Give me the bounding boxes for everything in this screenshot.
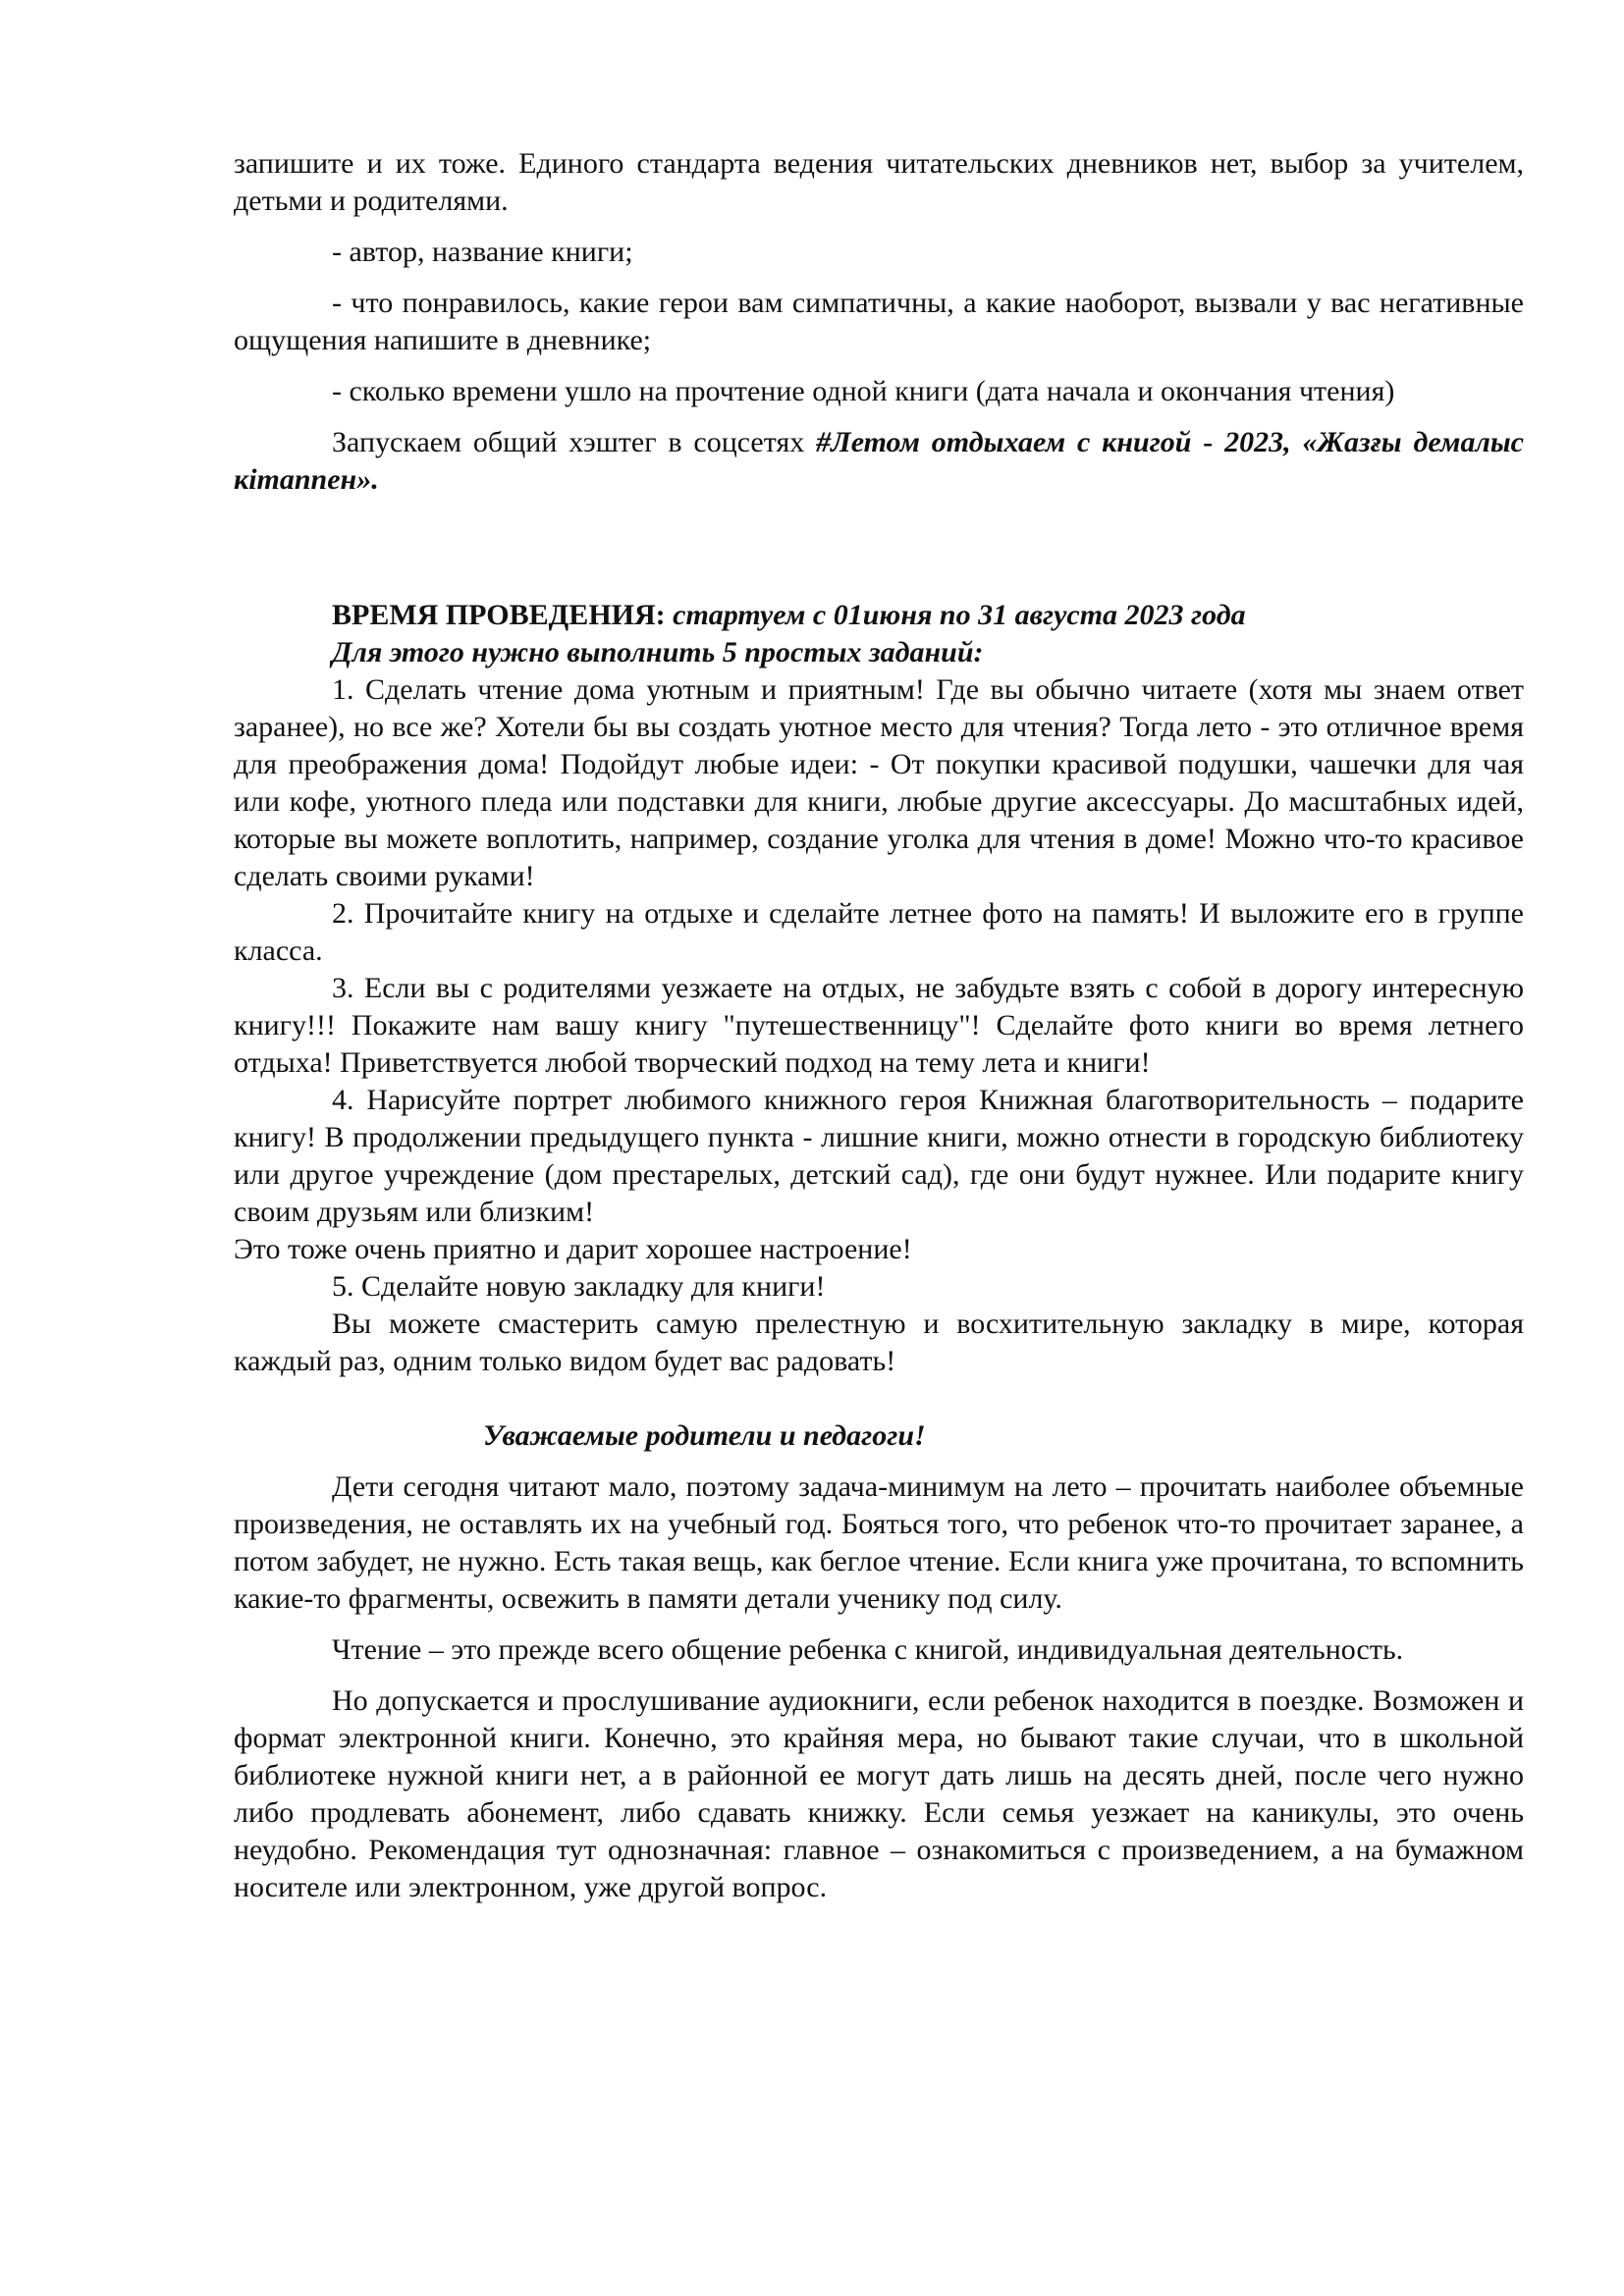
diary-item-duration: - сколько времени ушло на прочтение одной книги (дата начала и окончания чтения) <box>332 375 1395 407</box>
task-5-description: Вы можете смастерить самую прелестную и восхитительную закладку в мире, которая каждый раз, одним только видом будет вас радовать! <box>234 1308 1524 1377</box>
hashtag-lead: Запускаем общий хэштег в соцсетях <box>332 426 817 458</box>
tasks-heading: Для этого нужно выполнить 5 простых заданий: <box>332 636 984 668</box>
event-time-label: ВРЕМЯ ПРОВЕДЕНИЯ: <box>332 599 674 631</box>
task-5: 5. Сделайте новую закладку для книги! <box>332 1270 826 1303</box>
event-time-value: стартуем с 01июня по 31 августа 2023 года <box>673 599 1246 631</box>
task-1: 1. Сделать чтение дома уютным и приятным! Где вы обычно читаете (хотя мы знаем ответ заранее), но все же? Хотели бы вы создать уютное место для чтения? Тогда лето - это отличное время для преображения дома! Подойдут любые идеи: - От покупки красивой подушки, чашечки для чая или кофе, уютного пледа или подставки для книги, любые другие аксессуары. До масштабных идей, которые вы можете воплотить, например, создание уголка для чтения в доме! Можно что-то красивое сделать своими руками! <box>234 673 1524 892</box>
parents-paragraph-1: Дети сегодня читают мало, поэтому задача-минимум на лето – прочитать наиболее объемные произведения, не оставлять их на учебный год. Бояться того, что ребенок что-то прочитает заранее, а потом забудет, не нужно. Есть такая вещь, как беглое чтение. Если книга уже прочитана, то вспомнить какие-то фрагменты, освежить в памяти детали ученику под силу. <box>234 1470 1524 1615</box>
task-2: 2. Прочитайте книгу на отдыхе и сделайте летнее фото на память! И выложите его в группе класса. <box>234 897 1524 967</box>
hashtag-text: #Летом отдыхаем с книгой - 2023, «Жазғы демалыс кітаппен». <box>234 426 1524 496</box>
event-time <box>234 597 1524 634</box>
intro-paragraph: запишите и их тоже. Единого стандарта ведения читательских дневников нет, выбор за учителем, детьми и родителями. <box>234 147 1524 217</box>
parents-heading: Уважаемые родители и педагоги! <box>483 1419 926 1452</box>
diary-item-impressions: - что понравилось, какие герои вам симпатичны, а какие наоборот, вызвали у вас негативные ощущения напишите в дневнике; <box>234 287 1524 356</box>
task-4: 4. Нарисуйте портрет любимого книжного героя Книжная благотворительность – подарите книгу! В продолжении предыдущего пункта - лишние книги, можно отнести в городскую библиотеку или другое учреждение (дом престарелых, детский сад), где они будут нужнее. Или подарите книгу своим друзьям или близким! <box>234 1084 1524 1228</box>
task-3: 3. Если вы с родителями уезжаете на отдых, не забудьте взять с собой в дорогу интересную книгу!!! Покажите нам вашу книгу "путешественницу"! Сделайте фото книги во время летнего отдыха! Приветствуется любой творческий подход на тему лета и книги! <box>234 972 1524 1079</box>
parents-paragraph-2: Чтение – это прежде всего общение ребенка с книгой, индивидуальная деятельность. <box>332 1633 1404 1666</box>
document-page <box>234 145 1524 1906</box>
parents-paragraph-3: Но допускается и прослушивание аудиокниги, если ребенок находится в поездке. Возможен и формат электронной книги. Конечно, это крайняя мера, но бывают такие случаи, что в школьной библиотеке нужной книги нет, а в районной ее могут дать лишь на десять дней, после чего нужно либо продлевать абонемент, либо сдавать книжку. Если семья уезжает на каникулы, это очень неудобно. Рекомендация тут однозначная: главное – ознакомиться с произведением, а на бумажном носителе или электронном, уже другой вопрос. <box>234 1684 1524 1903</box>
diary-item-author: - автор, название книги; <box>332 236 633 268</box>
task-4-continuation: Это тоже очень приятно и дарит хорошее настроение! <box>234 1233 912 1265</box>
hashtag-paragraph <box>234 424 1524 499</box>
